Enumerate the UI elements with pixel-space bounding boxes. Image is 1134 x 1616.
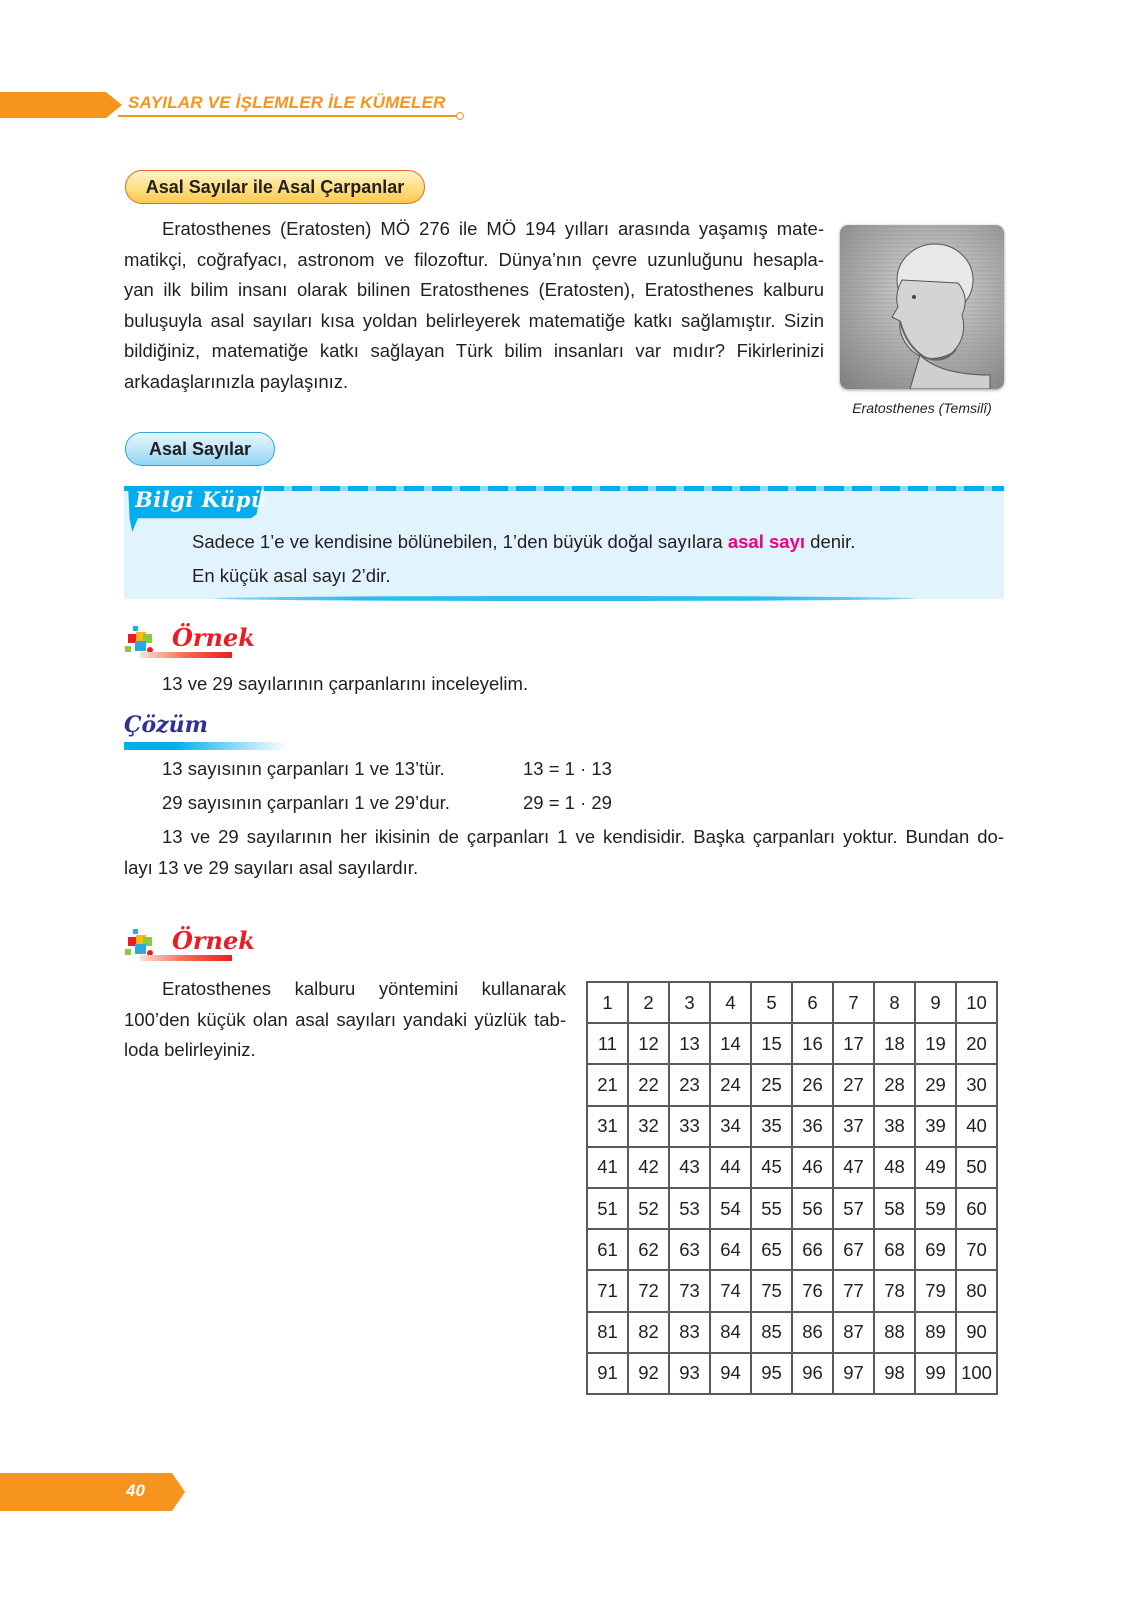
table-cell: 42 bbox=[628, 1147, 669, 1188]
section-heading-asal-carpanlar bbox=[125, 170, 425, 204]
prompt-line: loda belirleyiniz. bbox=[124, 1039, 256, 1060]
eratosthenes-portrait-image bbox=[840, 225, 1004, 389]
table-cell: 2 bbox=[628, 982, 669, 1023]
table-cell: 67 bbox=[833, 1229, 874, 1270]
table-row bbox=[587, 1106, 997, 1147]
example-label: Örnek bbox=[172, 926, 255, 955]
table-cell: 3 bbox=[669, 982, 710, 1023]
table-cell: 83 bbox=[669, 1312, 710, 1353]
header-underline bbox=[118, 115, 458, 117]
table-cell: 56 bbox=[792, 1188, 833, 1229]
section-heading-asal-sayilar bbox=[125, 432, 275, 466]
section-heading-label: Asal Sayılar bbox=[148, 438, 252, 459]
page-number-band bbox=[0, 1473, 185, 1511]
table-cell: 23 bbox=[669, 1064, 710, 1105]
table-cell: 89 bbox=[915, 1312, 956, 1353]
table-cell: 69 bbox=[915, 1229, 956, 1270]
table-cell: 97 bbox=[833, 1353, 874, 1394]
info-box-title: Bilgi Küpü bbox=[135, 487, 267, 512]
table-cell: 39 bbox=[915, 1106, 956, 1147]
solution-row-text: 29 sayısının çarpanları 1 ve 29’dur. bbox=[162, 792, 450, 813]
chapter-header-band bbox=[0, 92, 122, 118]
hundred-table bbox=[586, 981, 998, 1395]
conclusion-line: layı 13 ve 29 sayıları asal sayılardır. bbox=[124, 856, 419, 878]
table-cell: 73 bbox=[669, 1270, 710, 1311]
table-row bbox=[587, 982, 997, 1023]
table-cell: 79 bbox=[915, 1270, 956, 1311]
table-cell: 33 bbox=[669, 1106, 710, 1147]
table-cell: 54 bbox=[710, 1188, 751, 1229]
table-cell: 75 bbox=[751, 1270, 792, 1311]
table-cell: 19 bbox=[915, 1023, 956, 1064]
table-cell: 7 bbox=[833, 982, 874, 1023]
table-cell: 93 bbox=[669, 1353, 710, 1394]
table-row bbox=[587, 1270, 997, 1311]
table-cell: 99 bbox=[915, 1353, 956, 1394]
table-cell: 8 bbox=[874, 982, 915, 1023]
table-cell: 1 bbox=[587, 982, 628, 1023]
table-cell: 66 bbox=[792, 1229, 833, 1270]
info-box-bottom-accent bbox=[215, 596, 915, 601]
table-cell: 30 bbox=[956, 1064, 997, 1105]
table-cell: 50 bbox=[956, 1147, 997, 1188]
table-row bbox=[587, 1023, 997, 1064]
table-cell: 21 bbox=[587, 1064, 628, 1105]
table-cell: 40 bbox=[956, 1106, 997, 1147]
table-cell: 91 bbox=[587, 1353, 628, 1394]
table-cell: 84 bbox=[710, 1312, 751, 1353]
example-label: Örnek bbox=[172, 623, 255, 652]
table-row bbox=[587, 1229, 997, 1270]
intro-line: matikçi, coğrafyacı, astronom ve filozoftur. Dünya’nın çevre uzunluğunu hesapla- bbox=[124, 248, 824, 270]
definition-text: Sadece 1’e ve kendisine bölünebilen, 1’den büyük doğal sayılara bbox=[192, 531, 728, 552]
table-cell: 28 bbox=[874, 1064, 915, 1105]
table-cell: 32 bbox=[628, 1106, 669, 1147]
table-cell: 13 bbox=[669, 1023, 710, 1064]
highlighted-term: asal sayı bbox=[727, 531, 806, 552]
table-cell: 6 bbox=[792, 982, 833, 1023]
prompt-line: Eratosthenes kalburu yöntemini kullanarak bbox=[162, 978, 566, 999]
table-cell: 58 bbox=[874, 1188, 915, 1229]
solution-row-text: 13 sayısının çarpanları 1 ve 13’tür. bbox=[162, 758, 445, 779]
example-underline bbox=[140, 955, 232, 961]
table-cell: 38 bbox=[874, 1106, 915, 1147]
table-cell: 98 bbox=[874, 1353, 915, 1394]
table-cell: 43 bbox=[669, 1147, 710, 1188]
solution-conclusion bbox=[124, 822, 1004, 883]
table-cell: 12 bbox=[628, 1023, 669, 1064]
table-cell: 52 bbox=[628, 1188, 669, 1229]
table-cell: 78 bbox=[874, 1270, 915, 1311]
table-cell: 71 bbox=[587, 1270, 628, 1311]
table-cell: 9 bbox=[915, 982, 956, 1023]
table-cell: 88 bbox=[874, 1312, 915, 1353]
table-cell: 27 bbox=[833, 1064, 874, 1105]
table-cell: 95 bbox=[751, 1353, 792, 1394]
table-cell: 59 bbox=[915, 1188, 956, 1229]
conclusion-line: 13 ve 29 sayılarının her ikisinin de çarpanları 1 ve kendisidir. Başka çarpanları yoktur. Bundan do- bbox=[162, 826, 1004, 847]
table-cell: 46 bbox=[792, 1147, 833, 1188]
definition-line bbox=[192, 525, 855, 559]
table-cell: 76 bbox=[792, 1270, 833, 1311]
table-cell: 60 bbox=[956, 1188, 997, 1229]
table-cell: 5 bbox=[751, 982, 792, 1023]
intro-line: Eratosthenes (Eratosten) MÖ 276 ile MÖ 194 yılları arasında yaşamış mate- bbox=[162, 218, 824, 239]
table-cell: 90 bbox=[956, 1312, 997, 1353]
table-cell: 87 bbox=[833, 1312, 874, 1353]
table-cell: 68 bbox=[874, 1229, 915, 1270]
intro-line: bildiğiniz, matematiğe katkı sağlayan Türk bilim insanları var mıdır? Fikirlerinizi bbox=[124, 340, 824, 361]
page-number: 40 bbox=[126, 1481, 145, 1500]
table-cell: 29 bbox=[915, 1064, 956, 1105]
table-cell: 34 bbox=[710, 1106, 751, 1147]
table-cell: 4 bbox=[710, 982, 751, 1023]
table-cell: 25 bbox=[751, 1064, 792, 1105]
table-cell: 80 bbox=[956, 1270, 997, 1311]
table-cell: 86 bbox=[792, 1312, 833, 1353]
solution-row-equation: 13 = 1 · 13 bbox=[523, 758, 612, 779]
table-row bbox=[587, 1312, 997, 1353]
table-cell: 64 bbox=[710, 1229, 751, 1270]
solution-underline bbox=[124, 742, 288, 750]
table-cell: 37 bbox=[833, 1106, 874, 1147]
table-cell: 31 bbox=[587, 1106, 628, 1147]
table-cell: 45 bbox=[751, 1147, 792, 1188]
intro-line: arkadaşlarınızla paylaşınız. bbox=[124, 370, 349, 392]
portrait-caption: Eratosthenes (Temsilî) bbox=[852, 400, 992, 416]
table-cell: 96 bbox=[792, 1353, 833, 1394]
table-cell: 47 bbox=[833, 1147, 874, 1188]
table-row bbox=[587, 1188, 997, 1229]
table-cell: 70 bbox=[956, 1229, 997, 1270]
table-cell: 77 bbox=[833, 1270, 874, 1311]
table-cell: 81 bbox=[587, 1312, 628, 1353]
table-cell: 10 bbox=[956, 982, 997, 1023]
table-cell: 48 bbox=[874, 1147, 915, 1188]
definition-text-end: denir. bbox=[805, 531, 856, 552]
intro-line: buluşuyla asal sayıları kısa yoldan belirleyerek matematiğe katkı sağlamıştır. Sizin bbox=[124, 309, 824, 331]
table-cell: 94 bbox=[710, 1353, 751, 1394]
table-row bbox=[587, 1353, 997, 1394]
table-cell: 57 bbox=[833, 1188, 874, 1229]
table-cell: 20 bbox=[956, 1023, 997, 1064]
table-row bbox=[587, 1064, 997, 1105]
table-cell: 18 bbox=[874, 1023, 915, 1064]
table-cell: 82 bbox=[628, 1312, 669, 1353]
table-cell: 61 bbox=[587, 1229, 628, 1270]
table-cell: 55 bbox=[751, 1188, 792, 1229]
table-cell: 100 bbox=[956, 1353, 997, 1394]
smallest-prime-note: En küçük asal sayı 2’dir. bbox=[192, 565, 391, 586]
table-cell: 44 bbox=[710, 1147, 751, 1188]
table-cell: 65 bbox=[751, 1229, 792, 1270]
table-cell: 24 bbox=[710, 1064, 751, 1105]
table-cell: 92 bbox=[628, 1353, 669, 1394]
example2-prompt bbox=[124, 974, 566, 1066]
table-cell: 53 bbox=[669, 1188, 710, 1229]
table-cell: 16 bbox=[792, 1023, 833, 1064]
table-cell: 62 bbox=[628, 1229, 669, 1270]
table-cell: 74 bbox=[710, 1270, 751, 1311]
table-cell: 36 bbox=[792, 1106, 833, 1147]
chapter-title: SAYILAR VE İŞLEMLER İLE KÜMELER bbox=[128, 93, 446, 112]
table-cell: 17 bbox=[833, 1023, 874, 1064]
table-cell: 85 bbox=[751, 1312, 792, 1353]
table-cell: 72 bbox=[628, 1270, 669, 1311]
bust-icon bbox=[840, 225, 1004, 389]
example-underline bbox=[140, 652, 232, 658]
table-cell: 11 bbox=[587, 1023, 628, 1064]
table-cell: 51 bbox=[587, 1188, 628, 1229]
table-cell: 49 bbox=[915, 1147, 956, 1188]
intro-line: yan ilk bilim insanı olarak bilinen Eratosthenes (Eratosten), Eratosthenes kalburu bbox=[124, 279, 824, 300]
table-cell: 35 bbox=[751, 1106, 792, 1147]
intro-paragraph bbox=[124, 214, 824, 397]
table-row bbox=[587, 1147, 997, 1188]
section-heading-label: Asal Sayılar ile Asal Çarpanlar bbox=[145, 176, 405, 197]
example-prompt: 13 ve 29 sayılarının çarpanlarını inceleyelim. bbox=[162, 673, 529, 694]
table-cell: 63 bbox=[669, 1229, 710, 1270]
solution-label: Çözüm bbox=[124, 712, 208, 738]
table-cell: 15 bbox=[751, 1023, 792, 1064]
solution-row-equation: 29 = 1 · 29 bbox=[523, 792, 612, 813]
prompt-line: 100’den küçük olan asal sayıları yandaki yüzlük tab- bbox=[124, 1008, 566, 1030]
table-cell: 26 bbox=[792, 1064, 833, 1105]
table-cell: 22 bbox=[628, 1064, 669, 1105]
header-line-end-dot bbox=[456, 112, 464, 120]
table-cell: 14 bbox=[710, 1023, 751, 1064]
table-cell: 41 bbox=[587, 1147, 628, 1188]
